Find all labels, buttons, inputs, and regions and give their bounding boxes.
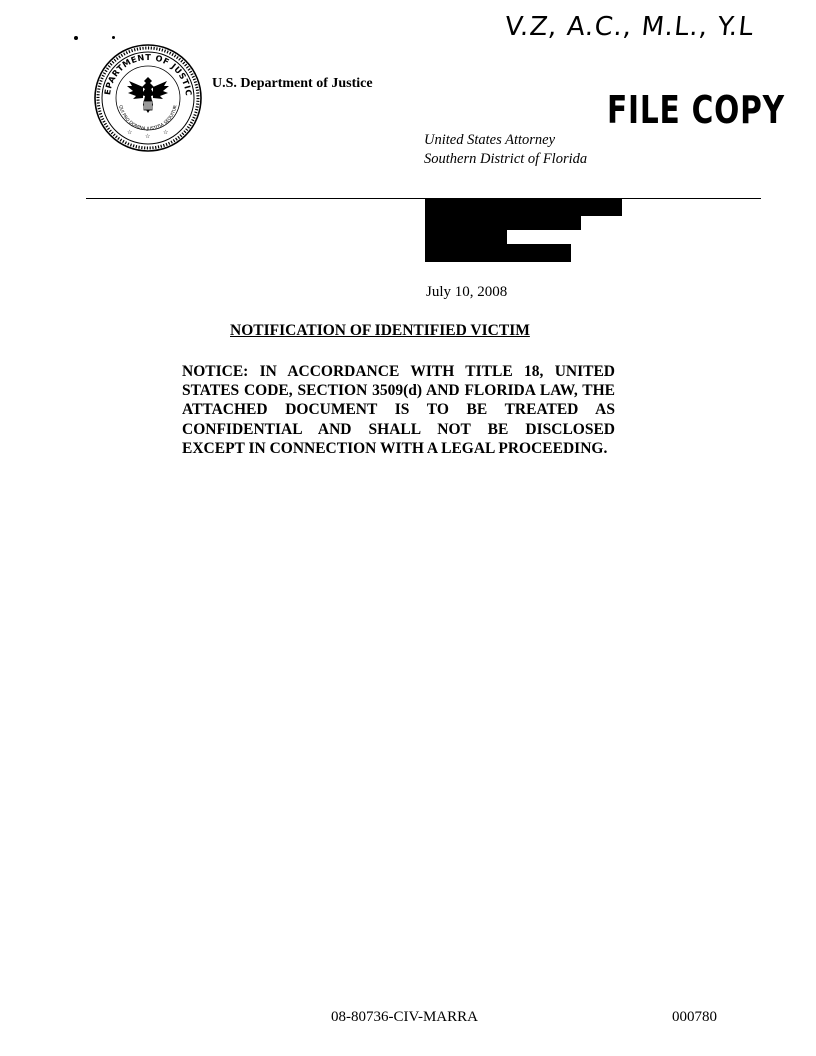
redaction-block <box>425 199 622 216</box>
redaction-block <box>425 216 581 230</box>
scan-speck <box>74 36 78 40</box>
header-divider <box>86 198 761 199</box>
office-line-1: United States Attorney <box>424 132 556 148</box>
case-number: 08-80736-CIV-MARRA <box>331 1009 478 1025</box>
doj-seal-icon <box>93 43 203 153</box>
department-name: U.S. Department of Justice <box>212 76 373 91</box>
svg-text:☆: ☆ <box>127 129 133 136</box>
letter-date: July 10, 2008 <box>426 284 508 300</box>
svg-text:☆: ☆ <box>163 129 169 136</box>
svg-text:QUI PRO DOMINA JUSTITIA SEQUIT: QUI PRO DOMINA JUSTITIA SEQUITUR <box>117 104 179 133</box>
file-copy-stamp: FILE COPY <box>607 88 785 132</box>
redaction-block <box>425 244 571 262</box>
svg-text:DEPARTMENT OF JUSTICE: EPARTMENT OF JUSTIC <box>102 51 195 97</box>
scan-speck <box>112 36 115 39</box>
svg-text:☆: ☆ <box>145 133 151 140</box>
notification-title: NOTIFICATION OF IDENTIFIED VICTIM <box>230 322 530 339</box>
redaction-block <box>425 230 507 244</box>
office-line-2: Southern District of Florida <box>424 151 588 167</box>
handwritten-initials: V.Z, A.C., M.L., Y.L <box>503 12 756 42</box>
bates-number: 000780 <box>672 1009 717 1025</box>
confidentiality-notice: NOTICE: IN ACCORDANCE WITH TITLE 18, UNITED STATES CODE, SECTION 3509(d) AND FLORIDA LAW, THE ATTACHED DOCUMENT IS TO BE TREATED AS CONFIDENTIAL AND SHALL NOT BE DISCLOSED EXCEPT IN CONNECTION WITH A LEGAL PROCEEDING. <box>182 363 615 457</box>
